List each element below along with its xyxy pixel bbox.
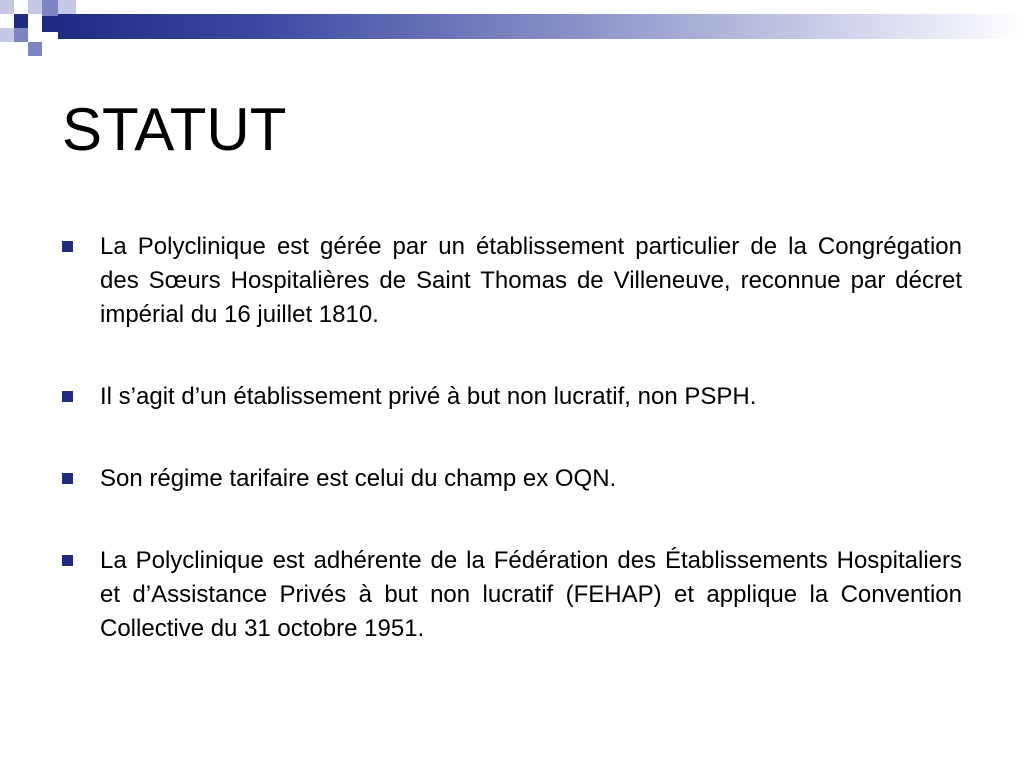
square-bullet-icon <box>62 391 73 402</box>
decor-square <box>14 14 28 28</box>
bullet-list <box>62 230 962 694</box>
square-bullet-icon <box>62 241 73 252</box>
decor-square <box>0 28 14 42</box>
slide-title: STATUT <box>62 96 287 163</box>
bullet-item <box>62 230 962 332</box>
bullet-item <box>62 462 962 496</box>
bullet-text: La Polyclinique est gérée par un établissement particulier de la Congrégation des Sœurs Hospitalières de Saint Thomas de Villeneuve, reconnue par décret impérial du 16 juillet 1810. <box>100 233 962 328</box>
decor-square <box>28 42 42 56</box>
header-gradient-bar <box>58 14 1024 39</box>
square-bullet-icon <box>62 555 73 566</box>
decor-square <box>28 0 42 14</box>
decor-square <box>42 16 58 32</box>
decor-square <box>42 32 58 46</box>
bullet-text: Il s’agit d’un établissement privé à but non lucratif, non PSPH. <box>100 383 757 410</box>
decor-square <box>42 0 58 16</box>
decor-square <box>0 0 14 14</box>
bullet-item <box>62 380 962 414</box>
bullet-item <box>62 544 962 646</box>
decor-square <box>14 28 28 42</box>
decor-square <box>58 0 76 14</box>
bullet-text: La Polyclinique est adhérente de la Fédération des Établissements Hospitaliers et d’Assistance Privés à but non lucratif (FEHAP) et applique la Convention Collective du 31 octobre 1951. <box>100 547 962 642</box>
header-decoration <box>0 0 1024 70</box>
square-bullet-icon <box>62 473 73 484</box>
bullet-text: Son régime tarifaire est celui du champ ex OQN. <box>100 465 617 492</box>
